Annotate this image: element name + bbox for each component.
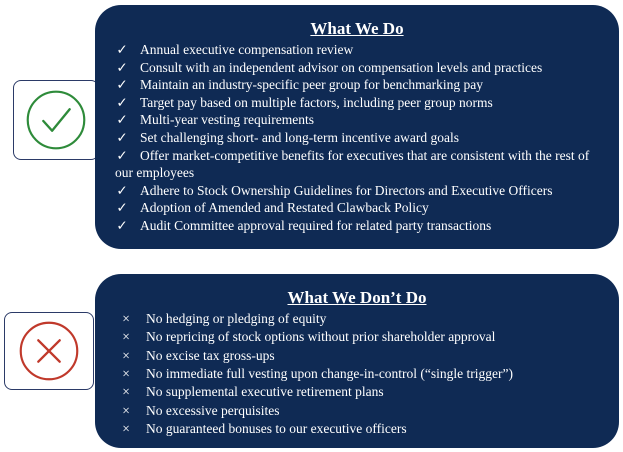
dont-list-item-text: No supplemental executive retirement plans [146,384,384,400]
checkmark-icon: ✓ [116,182,128,198]
x-mark-icon: × [122,365,130,381]
do-list-item-text: Set challenging short- and long-term incentive award goals [140,130,460,145]
do-list-item-text: Multi-year vesting requirements [140,112,314,128]
dont-list-item-text: No hedging or pledging of equity [146,311,327,326]
x-mark-icon: × [122,347,130,363]
x-mark-icon: × [122,420,130,436]
dont-list-item-text: No guaranteed bonuses to our executive officers [146,420,407,436]
dont-list-item-text: No excise tax gross-ups [146,347,275,363]
x-mark-icon: × [122,402,130,418]
x-circle-icon [5,313,93,389]
what-we-dont-do-panel [95,274,619,448]
dont-list-item-text: No excessive perquisites [146,402,280,418]
what-we-do-panel [95,5,619,249]
do-list-item-text: Adoption of Amended and Restated Clawback Policy [140,200,429,216]
checkmark-icon: ✓ [116,112,128,128]
check-circle-icon [14,81,98,159]
checkmark-icon: ✓ [116,77,128,93]
dont-list-item-text: No immediate full vesting upon change-in-control (“single trigger”) [146,365,514,381]
do-list-item-text: Audit Committee approval required for related party transactions [140,218,492,233]
x-mark-icon: × [122,384,130,400]
checkmark-icon: ✓ [116,94,128,110]
do-list-item-text: Target pay based on multiple factors, including peer group norms [140,94,493,110]
do-list-item-text: Consult with an independent advisor on compensation levels and practices [140,59,543,75]
do-list-item-text: Adhere to Stock Ownership Guidelines for Directors and Executive Officers [140,182,553,198]
do-list-item-text: Maintain an industry-specific peer group for benchmarking pay [140,77,484,93]
x-mark-icon: × [122,311,130,326]
x-icon-box [4,312,94,390]
checkmark-icon: ✓ [116,59,128,75]
checkmark-icon: ✓ [116,42,128,57]
what-we-do-title: What We Do [310,19,404,38]
checkmark-icon: ✓ [116,218,128,233]
do-list-item-text: our employees [115,165,195,181]
do-list-item-text: Offer market-competitive benefits for executives that are consistent with the rest of [140,147,590,163]
what-we-dont-do-title: What We Don’t Do [287,288,427,307]
checkmark-icon: ✓ [116,147,128,163]
check-icon-box [13,80,99,160]
checkmark-icon: ✓ [116,200,128,216]
do-list-item-text: Annual executive compensation review [140,42,354,57]
checkmark-icon: ✓ [116,130,128,145]
dont-list-item-text: No repricing of stock options without prior shareholder approval [146,329,496,345]
x-mark-icon: × [122,329,130,345]
